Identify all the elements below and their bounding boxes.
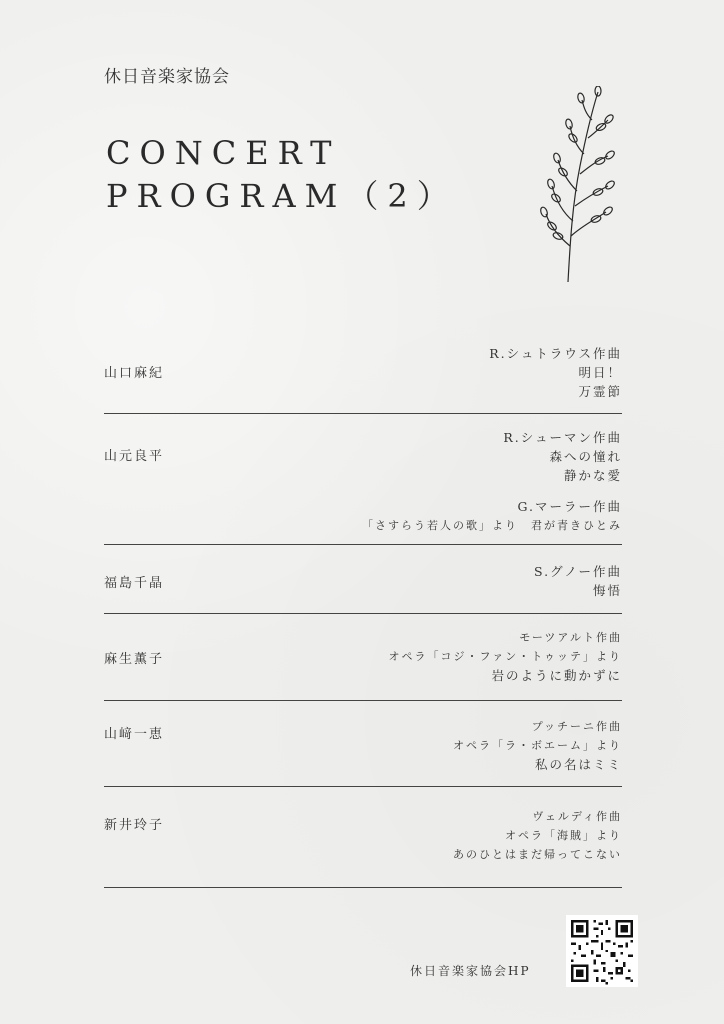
work-title: 岩のように動かずに	[491, 668, 622, 683]
divider	[104, 700, 622, 701]
performer-name: 山﨑一恵	[104, 727, 165, 742]
performer-name: 山口麻紀	[104, 366, 165, 381]
work-title: 明日！	[578, 365, 622, 380]
divider	[104, 413, 622, 414]
work-title: 静かな愛	[563, 468, 622, 483]
work-source: オペラ「コジ・ファン・トゥッテ」より	[388, 650, 622, 663]
work-title: あのひとはまだ帰ってこない	[453, 848, 622, 861]
work-source: オペラ「ラ・ボエーム」より	[453, 739, 622, 752]
page-title	[106, 132, 458, 218]
divider	[104, 887, 622, 888]
composer-line: R.シュトラウス作曲	[489, 346, 622, 361]
composer-line: モーツアルト作曲	[519, 631, 622, 644]
work-title: 万霊節	[578, 384, 622, 399]
organization-name: 休日音楽家協会	[104, 67, 230, 87]
composer-line: ヴェルディ作曲	[532, 810, 622, 823]
divider	[104, 544, 622, 545]
work-title: 森への憧れ	[549, 449, 622, 464]
works-list	[362, 428, 622, 535]
qr-code[interactable]	[566, 915, 638, 987]
composer-line: R.シューマン作曲	[503, 430, 622, 445]
performer-name: 新井玲子	[104, 818, 165, 833]
composer-line: G.マーラー作曲	[517, 499, 622, 514]
composer-line: S.グノー作曲	[534, 564, 622, 579]
title-line-1: CONCERT	[106, 134, 341, 172]
performer-name: 山元良平	[104, 449, 165, 464]
works-list	[453, 717, 622, 774]
title-line-2: PROGRAM（2）	[106, 177, 458, 215]
performer-name: 麻生薫子	[104, 652, 165, 667]
works-list	[388, 628, 622, 685]
homepage-label: 休日音楽家協会HP	[410, 964, 531, 978]
leaf-sprig-illustration	[528, 86, 628, 286]
work-title: 「さすらう若人の歌」より 君が青きひとみ	[362, 519, 622, 532]
composer-line: プッチーニ作曲	[531, 720, 622, 733]
divider	[104, 786, 622, 787]
works-list	[534, 562, 622, 600]
work-source: オペラ「海賊」より	[505, 829, 622, 842]
performer-name: 福島千晶	[104, 576, 165, 591]
works-list	[489, 344, 622, 401]
work-title: 悔悟	[592, 583, 622, 598]
divider	[104, 613, 622, 614]
work-title: 私の名はミミ	[534, 757, 622, 772]
works-list	[453, 807, 622, 864]
